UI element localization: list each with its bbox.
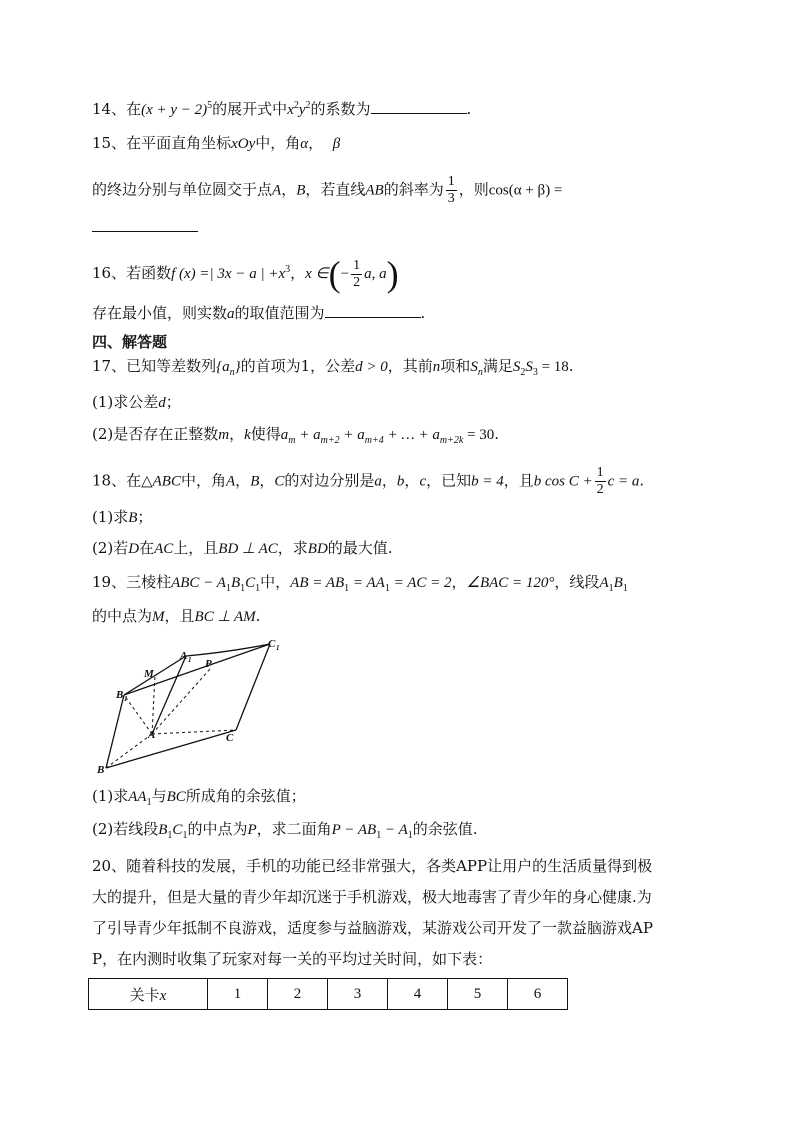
question-18-part-2: (2)若D在AC上，且BD ⊥ AC，求BD的最大值. — [92, 539, 393, 557]
question-14: 14、在$(x + y - 2)^5$的展开式中$x^2y^2$的系数为 . — [92, 100, 472, 118]
label-c1: C — [268, 640, 276, 650]
question-20-line-3: 了引导青少年抵制不良游戏，适度参与益脑游戏，某游戏公司开发了一款益脑游戏AP — [92, 919, 653, 937]
answer-blank — [371, 99, 467, 114]
question-17-part-2: (2)是否存在正整数m，k使得$a_m + a_{m+2} + a_{m+4}$ + … + $a_{m+2k} = 30$. — [92, 425, 500, 446]
question-16-line-2: 存在最小值，则实数a的取值范围为 . — [92, 304, 426, 322]
hidden-segment-a-m — [152, 675, 155, 734]
label-a1: A — [180, 650, 188, 662]
answer-blank — [325, 303, 421, 318]
label-c: C — [226, 732, 234, 744]
prism-figure — [94, 640, 284, 774]
question-19-part-1: (1)求$AA_1$与BC所成角的余弦值； — [92, 787, 306, 808]
question-18: 18、在△ABC中，角A，B，C的对边分别是a，b，c，已知b = 4，且b cos C + $\frac{1}{2}$ c = a. — [92, 465, 645, 497]
question-16-line-1: 16、若函数f (x) =| 3x − a | $+x^3$，x ∈(− $\frac{1}{2}$ a, a) — [92, 254, 399, 294]
fraction: $\frac{1}{3}$ — [447, 174, 455, 206]
hidden-segment-a-p — [152, 669, 210, 734]
answer-blank-15 — [92, 216, 198, 238]
label-a: A — [148, 729, 156, 741]
label-b1-subscript: 1 — [124, 695, 128, 703]
question-17: 17、已知等差数列$\{a_n\}$的首项为1，公差d > 0，其前n项和$S_n$满足$S_2S_3 = 18$. — [92, 357, 574, 378]
label-p: P — [205, 658, 212, 670]
table-cell: 1 — [208, 979, 268, 1010]
edge-b1-a1 — [124, 656, 186, 695]
question-20-line-1: 20、随着科技的发展，手机的功能已经非常强大，各类APP让用户的生活质量得到极 — [92, 857, 653, 875]
label-a1-subscript: 1 — [188, 656, 192, 664]
question-15-line-1: 15、在平面直角坐标xOy中，角α， β — [92, 134, 341, 152]
question-18-part-1: (1)求B； — [92, 508, 153, 526]
level-time-table — [88, 978, 568, 1010]
question-19-part-2: (2)若线段$B_1C_1$的中点为P，求二面角$P - AB_1 - A_1$的余弦值. — [92, 820, 478, 841]
question-19: 19、三棱柱ABC − $A_1B_1C_1$中，AB = $AB_1 = AA_1$ = AC = 2，∠BAC = 120°，线段$A_1B_1$ — [92, 573, 628, 594]
label-b1: B — [116, 689, 124, 701]
edge-b-c — [106, 730, 236, 768]
question-15-line-2: 的终边分别与单位圆交于点A，B，若直线AB的斜率为 $\frac{1}{3}$ ，则cos(α + β) = — [92, 174, 563, 206]
question-20-line-2: 大的提升，但是大量的青少年却沉迷于手机游戏，极大地毒害了青少年的身心健康.为 — [92, 888, 652, 906]
table-header-level: 关卡x — [89, 979, 208, 1010]
table-cell: 2 — [268, 979, 328, 1010]
section-heading: 四、解答题 — [92, 333, 168, 351]
question-19-line-2: 的中点为M，且BC ⊥ AM. — [92, 607, 261, 625]
table-cell: 3 — [328, 979, 388, 1010]
edge-a-a1 — [152, 656, 186, 734]
question-17-part-1: (1)求公差d； — [92, 393, 181, 411]
label-b: B — [97, 764, 105, 774]
edge-a1-c1 — [186, 644, 270, 656]
label-m: M — [144, 668, 154, 680]
table-cell: 5 — [448, 979, 508, 1010]
table-cell: 4 — [388, 979, 448, 1010]
question-20-line-4: P，在内测时收集了玩家对每一关的平均过关时间，如下表： — [92, 950, 493, 968]
edge-c1-c — [236, 644, 270, 730]
table-cell: 6 — [508, 979, 568, 1010]
label-c1-subscript: 1 — [276, 644, 280, 652]
table-row — [89, 979, 568, 1010]
